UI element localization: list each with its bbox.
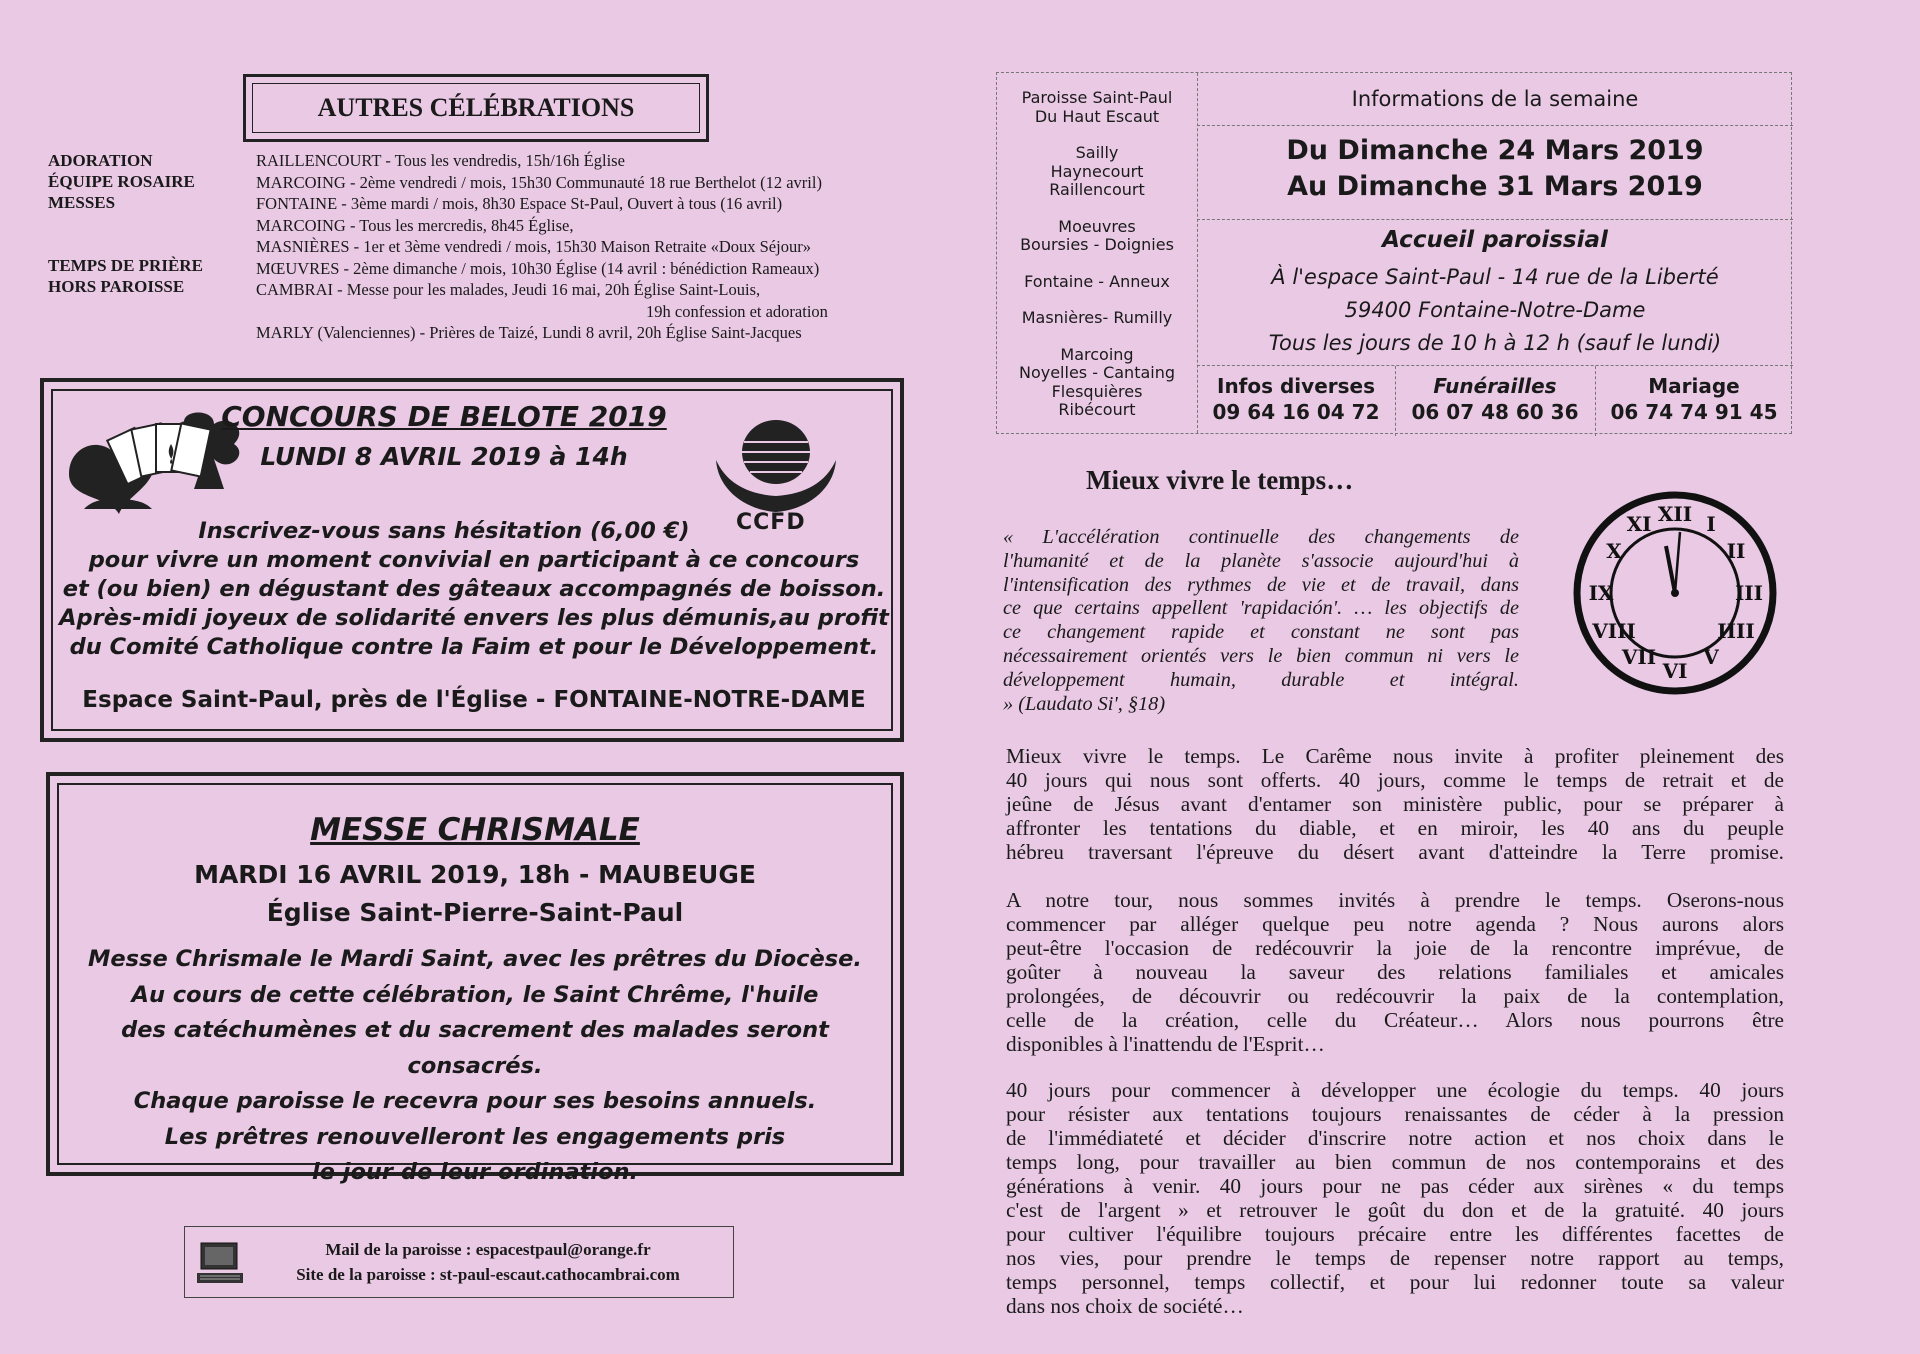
label-hors-paroisse: HORS PAROISSE — [48, 277, 185, 296]
article-line: générations à venir. 40 jours pour ne pas céder aux sirènes « du temps — [1006, 1174, 1784, 1198]
phone-row — [1197, 365, 1793, 436]
svg-text:V: V — [1703, 645, 1719, 669]
quote-line: ce changement rapide et constant ne sont pas — [1003, 621, 1519, 644]
parish-name: Haynecourt — [1050, 161, 1144, 181]
celebration-labels — [48, 150, 195, 213]
article-paragraph-1 — [1006, 744, 1784, 864]
chrismale-line: Au cours de cette célébration, le Saint Chrême, l'huile — [131, 981, 819, 1008]
article-line: 40 jours pour commencer à développer une écologie du temps. 40 jours — [1006, 1078, 1784, 1102]
quote-line: » (Laudato Si', §18) — [1003, 692, 1166, 715]
quote-line: développement humain, durable et intégral. — [1003, 668, 1519, 691]
article-line: nos vies, pour prendre le temps de repenser notre rapport au temps, — [1006, 1246, 1784, 1270]
belote-line: du Comité Catholique contre la Faim et pour le Développement. — [69, 634, 879, 660]
date-from: Du Dimanche 24 Mars 2019 — [1286, 135, 1704, 166]
article-line: A notre tour, nous sommes invités à prendre le temps. Oserons-nous — [1006, 888, 1784, 912]
article-line: Mieux vivre le temps. Le Carême nous invite à profiter pleinement des — [1006, 744, 1784, 768]
chrismale-date: MARDI 16 AVRIL 2019, 18h - MAUBEUGE — [194, 860, 756, 889]
article-paragraph-2 — [1006, 888, 1784, 1056]
article-line: hébreu traversant l'épreuve du désert avant d'atteindre la Terre promise. — [1006, 840, 1784, 864]
article-line: pour résister aux tentations toujours renaissantes de céder à la pression — [1006, 1102, 1784, 1126]
belote-line: et (ou bien) en dégustant des gâteaux accompagnés de boisson. — [62, 576, 886, 602]
parish-name: Raillencourt — [1049, 180, 1145, 199]
svg-text:II: II — [1726, 539, 1746, 563]
celebration-line: MARCOING - Tous les mercredis, 8h45 Église, — [256, 215, 574, 235]
parish-name: Ribécourt — [1058, 400, 1136, 419]
svg-text:X: X — [1606, 539, 1622, 563]
quote-line: « L'accélération continuelle des changements de — [1003, 526, 1519, 548]
belote-text — [54, 517, 894, 662]
chrismale-line: Chaque paroisse le recevra pour ses besoins annuels. — [133, 1088, 817, 1114]
quote-line: l'intensification des rythmes de vie et de travail, dans — [1003, 573, 1519, 596]
parish-name: Paroisse Saint-Paul — [1021, 88, 1173, 107]
clock-icon — [1570, 488, 1780, 698]
autres-celebrations-header — [243, 74, 709, 142]
article-line: c'est de l'argent » et retrouver le goût du don et de la gratuité. 40 jours — [1006, 1198, 1784, 1222]
article-line: pour cultiver l'équilibre toujours précaire entre les différentes facettes de — [1006, 1222, 1784, 1246]
accueil-line: À l'espace Saint-Paul - 14 rue de la Liberté — [1271, 265, 1719, 289]
parish-site: Site de la paroisse : st-paul-escaut.cathocambrai.com — [296, 1265, 680, 1284]
chrismale-line: le jour de leur ordination. — [311, 1159, 639, 1185]
label-adoration: ADORATION — [48, 151, 153, 170]
celebration-list — [256, 150, 828, 344]
quote-line: nécessairement orientés vers le bien commun ni vers le — [1003, 644, 1519, 667]
celebration-line: FONTAINE - 3ème mardi / mois, 8h30 Espace St-Paul, Ouvert à tous (16 avril) — [256, 194, 783, 213]
accueil-title: Accueil paroissial — [1382, 227, 1608, 253]
parish-mail: Mail de la paroisse : espacestpaul@orange.fr — [325, 1240, 651, 1259]
article-title: Mieux vivre le temps… — [1086, 465, 1354, 495]
phone-label: Infos diverses — [1217, 374, 1375, 398]
parish-name: Moeuvres — [1058, 216, 1136, 236]
article-line: dans nos choix de société… — [1006, 1294, 1244, 1318]
chrismale-line: Les prêtres renouvelleront les engagements pris — [164, 1123, 786, 1150]
parish-name: Boursies - Doignies — [1020, 235, 1174, 254]
article-line: goûter à nouveau la saveur des relations familiales et amicales — [1006, 960, 1784, 984]
parishes-column — [997, 73, 1198, 433]
celebration-line: MASNIÈRES - 1er et 3ème vendredi / mois, 15h30 Maison Retraite «Doux Séjour» — [256, 237, 811, 256]
phone-number: 09 64 16 04 72 — [1212, 400, 1380, 424]
article-paragraph-3 — [1006, 1078, 1784, 1318]
parish-name: Masnières- Rumilly — [1021, 308, 1173, 327]
belote-title: CONCOURS DE BELOTE 2019 — [221, 400, 667, 433]
ccfd-globe-icon — [706, 410, 846, 520]
date-to: Au Dimanche 31 Mars 2019 — [1287, 171, 1703, 202]
svg-text:VII: VII — [1621, 645, 1657, 669]
svg-text:XII: XII — [1657, 502, 1693, 526]
svg-text:IX: IX — [1588, 581, 1614, 605]
article-line: peut-être l'occasion de redécouvrir la joie de la rencontre imprévue, de — [1006, 936, 1784, 960]
phone-number: 06 07 48 60 36 — [1411, 400, 1579, 424]
accueil-address — [1197, 261, 1793, 360]
label-messes: MESSES — [48, 193, 116, 212]
celebration-labels-2 — [48, 255, 203, 297]
celebration-line: CAMBRAI - Messe pour les malades, Jeudi 16 mai, 20h Église Saint-Louis, — [256, 280, 761, 299]
phone-label: Funérailles — [1433, 374, 1557, 398]
celebration-line: 19h confession et adoration — [646, 301, 828, 321]
label-temps-priere: TEMPS DE PRIÈRE — [48, 256, 203, 275]
chrismale-box — [46, 772, 904, 1185]
belote-line: Après-midi joyeux de solidarité envers les plus démunis,au profit — [59, 605, 889, 631]
belote-line: Inscrivez-vous sans hésitation (6,00 €) — [198, 518, 690, 544]
accueil-line: Tous les jours de 10 h à 12 h (sauf le lundi) — [1268, 331, 1722, 355]
belote-line: pour vivre un moment convivial en participant à ce concours — [88, 547, 860, 573]
contact-box — [184, 1226, 734, 1298]
parish-name: Noyelles - Cantaing — [1018, 363, 1176, 382]
chrismale-title: MESSE CHRISMALE — [310, 812, 640, 848]
article-line: prolongées, de découvrir ou redécouvrir la paix de la contemplation, — [1006, 984, 1784, 1008]
celebration-line: RAILLENCOURT - Tous les vendredis, 15h/16h Église — [256, 151, 625, 170]
ccfd-logo-text: CCFD — [736, 510, 806, 535]
phone-label: Mariage — [1648, 374, 1740, 398]
quote-line: ce que certains appellent 'rapidación'. … les objectifs de — [1003, 597, 1519, 620]
svg-text:XI: XI — [1626, 512, 1652, 536]
article-line: temps long, pour travailler au bien commun de nos contemporains et des — [1006, 1150, 1784, 1174]
belote-box — [40, 378, 904, 742]
celebration-line: MARLY (Valenciennes) - Prières de Taizé, Lundi 8 avril, 20h Église Saint-Jacques — [256, 323, 802, 342]
article-line: affronter les tentations du diable, et en miroir, les 40 ans du peuple — [1006, 816, 1784, 840]
label-equipe-rosaire: ÉQUIPE ROSAIRE — [48, 172, 195, 191]
parish-name: Sailly — [1075, 143, 1119, 162]
article-line: disponibles à l'inattendu de l'Esprit… — [1006, 1032, 1325, 1056]
parish-name: Flesquières — [1051, 381, 1143, 401]
computer-icon — [197, 1241, 243, 1285]
quote-line: l'humanité et de la planète s'associe aujourd'hui à — [1003, 549, 1519, 572]
svg-text:III: III — [1734, 581, 1764, 605]
chrismale-text — [50, 942, 900, 1191]
celebration-line: MARCOING - 2ème vendredi / mois, 15h30 Communauté 18 rue Berthelot (12 avril) — [256, 172, 822, 192]
phone-infos — [1197, 366, 1396, 436]
article-line: temps personnel, temps collectif, et pour lui redonner toute sa valeur — [1006, 1270, 1784, 1294]
week-label: Informations de la semaine — [1197, 73, 1793, 126]
chrismale-line: Messe Chrismale le Mardi Saint, avec les prêtres du Diocèse. — [88, 946, 862, 972]
chrismale-church: Église Saint-Pierre-Saint-Paul — [266, 898, 684, 927]
svg-text:VIII: VIII — [1592, 619, 1636, 643]
info-table — [996, 72, 1792, 434]
phone-number: 06 74 74 91 45 — [1610, 400, 1778, 424]
svg-text:I: I — [1706, 512, 1716, 536]
parish-name: Du Haut Escaut — [1034, 106, 1160, 126]
phone-mariage — [1595, 366, 1793, 436]
belote-date: LUNDI 8 AVRIL 2019 à 14h — [260, 442, 628, 471]
svg-text:VI: VI — [1662, 659, 1688, 683]
celebration-line: MŒUVRES - 2ème dimanche / mois, 10h30 Église (14 avril : bénédiction Rameaux) — [256, 258, 820, 278]
article-line: 40 jours qui nous sont offerts. 40 jours, comme le temps de retrait et de — [1006, 768, 1784, 792]
phone-funerailles — [1395, 366, 1596, 436]
accueil-line: 59400 Fontaine-Notre-Dame — [1344, 298, 1646, 322]
article-line: celle de la création, celle du Créateur… Alors nous pourrons être — [1006, 1008, 1784, 1032]
article-line: commencer par alléger quelque peu notre agenda ? Nous aurons alors — [1006, 912, 1784, 936]
laudato-quote — [1003, 526, 1519, 716]
parish-name: Fontaine - Anneux — [1024, 271, 1170, 291]
week-dates — [1197, 133, 1793, 205]
chrismale-line: des catéchumènes et du sacrement des malades seront consacrés. — [121, 1017, 829, 1079]
svg-text:IIII: IIII — [1717, 619, 1755, 643]
section-title: AUTRES CÉLÉBRATIONS — [317, 93, 635, 122]
parish-name: Marcoing — [1060, 344, 1134, 364]
article-line: jeûne de Jésus avant d'entamer son ministère public, pour se préparer à — [1006, 792, 1784, 816]
belote-place: Espace Saint-Paul, près de l'Église - FONTAINE-NOTRE-DAME — [82, 687, 866, 713]
article-line: de l'immédiateté et décider d'inscrire notre action et nos choix dans le — [1006, 1126, 1784, 1150]
